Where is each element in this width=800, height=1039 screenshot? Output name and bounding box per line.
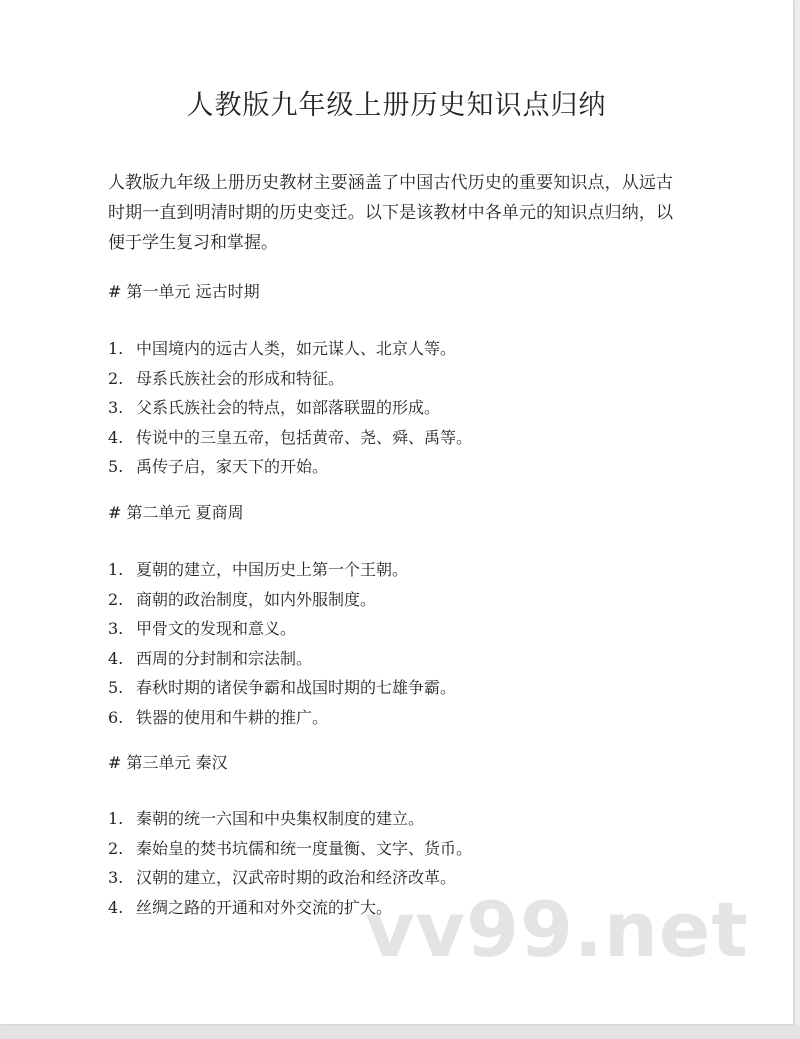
list-item: 1. 夏朝的建立，中国历史上第一个王朝。 [108,560,409,579]
list-item: 6. 铁器的使用和牛耕的推广。 [108,707,329,727]
list-item: 3. 汉朝的建立，汉武帝时期的政治和经济改革。 [108,868,457,887]
section-heading-1: # 第一单元 远古时期 [108,282,260,301]
section-heading-3: # 第三单元 秦汉 [108,753,228,772]
list-item: 3. 甲骨文的发现和意义。 [108,619,297,638]
list-item: 4. 丝绸之路的开通和对外交流的扩大。 [108,897,393,917]
list-item: 5. 禹传子启，家天下的开始。 [108,457,329,476]
section-heading-2: # 第二单元 夏商周 [108,503,244,522]
list-item: 2. 商朝的政治制度，如内外服制度。 [108,589,377,609]
list-item: 4. 传说中的三皇五帝，包括黄帝、尧、舜、禹等。 [108,427,473,447]
list-item: 2. 秦始皇的焚书坑儒和统一度量衡、文字、货币。 [108,838,473,858]
list-item: 2. 母系氏族社会的形成和特征。 [108,368,345,388]
section-list-2 [108,555,456,732]
watermark: vv99.net [365,885,749,974]
list-item: 1. 秦朝的统一六国和中央集权制度的建立。 [108,809,425,828]
page-title: 人教版九年级上册历史知识点归纳 [186,90,607,121]
list-item: 3. 父系氏族社会的特点，如部落联盟的形成。 [108,398,441,417]
list-item: 5. 春秋时期的诸侯争霸和战国时期的七雄争霸。 [108,678,457,697]
list-item: 4. 西周的分封制和宗法制。 [108,648,313,668]
section-list-1 [108,334,472,482]
intro-paragraph: 人教版九年级上册历史教材主要涵盖了中国古代历史的重要知识点，从远古时期一直到明清时期的历史变迁。以下是该教材中各单元的知识点归纳，以便于学生复习和掌握。 [108,173,673,253]
viewer-bottom-edge [0,1026,800,1039]
list-item: 1. 中国境内的远古人类，如元谋人、北京人等。 [108,339,457,358]
